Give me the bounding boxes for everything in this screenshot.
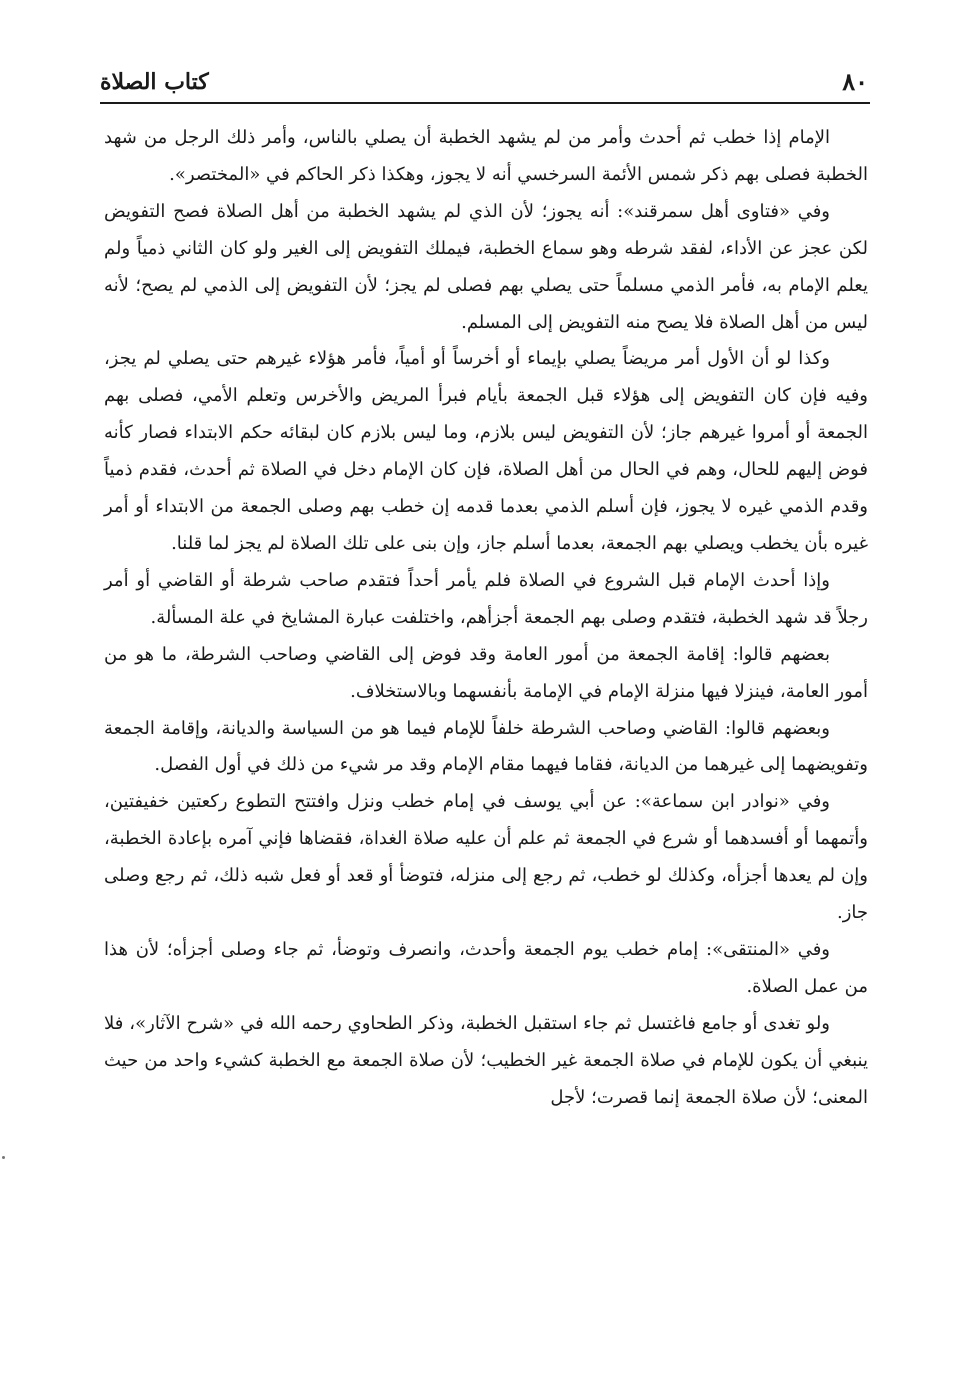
paragraph: وكذا لو أن الأول أمر مريضاً يصلي بإيماء أو أخرساً أو أمياً، فأمر هؤلاء غيرهم حتى يصلي لم يجز، وفيه فإن كان التفويض إلى هؤلاء قبل الجمعة بأيام فبرأ المريض والأخرس وتعلم الأمي، فصلى بهم الجمعة أو أمروا غيرهم جاز؛ لأن التفويض ليس بلازم، وما ليس بلازم كان لبقائه حكم الابتداء فصار كأنه فوض إليهم للحال، وهم في الحال من أهل الصلاة، فإن كان الإمام دخل في الصلاة ثم أحدث، فقدم ذمياً وقدم الذمي غيره لا يجوز، فإن أسلم الذمي بعدما قدمه إن خطب بهم وصلى الجمعة من الابتداء أو أمر غيره بأن يخطب ويصلي بهم الجمعة، بعدما أسلم جاز، وإن بنى على تلك الصلاة لم يجز لما قلنا.	[104, 348, 869, 554]
paragraph: الإمام إذا خطب ثم أحدث وأمر من لم يشهد الخطبة أن يصلي بالناس، وأمر ذلك الرجل من شهد الخطبة فصلى بهم ذكر شمس الأئمة السرخسي أنه لا يجوز، وهكذا ذكر الحاكم في «المختصر».	[104, 127, 868, 185]
running-header	[100, 62, 868, 96]
paragraph: ولو تغدى أو جامع فاغتسل ثم جاء استقبل الخطبة، وذكر الطحاوي رحمه الله في «شرح الآثار»، فلا ينبغي أن يكون للإمام في صلاة الجمعة غير الخطيب؛ لأن صلاة الجمعة مع الخطبة كشيء واحد من حيث المعنى؛ لأن صلاة الجمعة إنما قصرت؛ لأجل	[104, 1012, 868, 1108]
scan-speck	[2, 1156, 5, 1159]
paragraph: وإذا أحدث الإمام قبل الشروع في الصلاة فلم يأمر أحداً فتقدم صاحب شرطة أو القاضي أو أمر رجلاً قد شهد الخطبة، فتقدم وصلى بهم الجمعة أجزأهم، واختلفت عبارة المشايخ في علة المسألة.	[104, 569, 868, 628]
paragraph: وفي «فتاوى أهل سمرقند»: أنه يجوز؛ لأن الذي لم يشهد الخطبة من أهل الصلاة فصح التفويض لكن عجز عن الأداء، لفقد شرطه وهو سماع الخطبة، فيملك التفويض إلى الغير ولو كان الثاني ذمياً ولم يعلم الإمام به، فأمر الذمي مسلماً حتى يصلي بهم فصلى لم يجز؛ لأن التفويض إلى الذمي لم يصح؛ لأنه ليس من أهل الصلاة فلا يصح منه التفويض إلى المسلم.	[104, 200, 868, 333]
page-body	[104, 120, 868, 1116]
book-title: كتاب الصلاة	[100, 69, 209, 95]
header-divider	[100, 102, 870, 104]
paragraph: وبعضهم قالوا: القاضي وصاحب الشرطة خلفاً للإمام فيما هو من السياسة والديانة، وإقامة الجمعة وتفويضهما إلى غيرهما من الديانة، فقاما فيهما مقام الإمام وقد مر شيء من ذلك في أول الفصل.	[104, 717, 868, 776]
paragraph: وفي «المنتقى»: إمام خطب يوم الجمعة وأحدث، وانصرف وتوضأ، ثم جاء وصلى أجزأه؛ لأن هذا من عمل الصلاة.	[104, 938, 868, 997]
page-number: ٨٠	[842, 67, 868, 96]
paragraph: وفي «نوادر ابن سماعة»: عن أبي يوسف في إمام خطب ونزل وافتتح التطوع ركعتين خفيفتين، وأتمهما أو أفسدهما أو شرع في الجمعة ثم علم أن عليه صلاة الغداة، فقضاها فإني آمره بإعادة الخطبة، وإن لم يعدها أجزأه، وكذلك لو خطب، ثم رجع إلى منزله، فتوضأ أو قعد أو فعل شبه ذلك، ثم رجع وصلى جاز.	[104, 791, 868, 924]
paragraph: بعضهم قالوا: إقامة الجمعة من أمور العامة وقد فوض إلى القاضي وصاحب الشرطة، ما هو من أمور العامة، فينزلا فيها منزلة الإمام في الإمامة بأنفسهما وبالاستخلاف.	[104, 643, 868, 702]
